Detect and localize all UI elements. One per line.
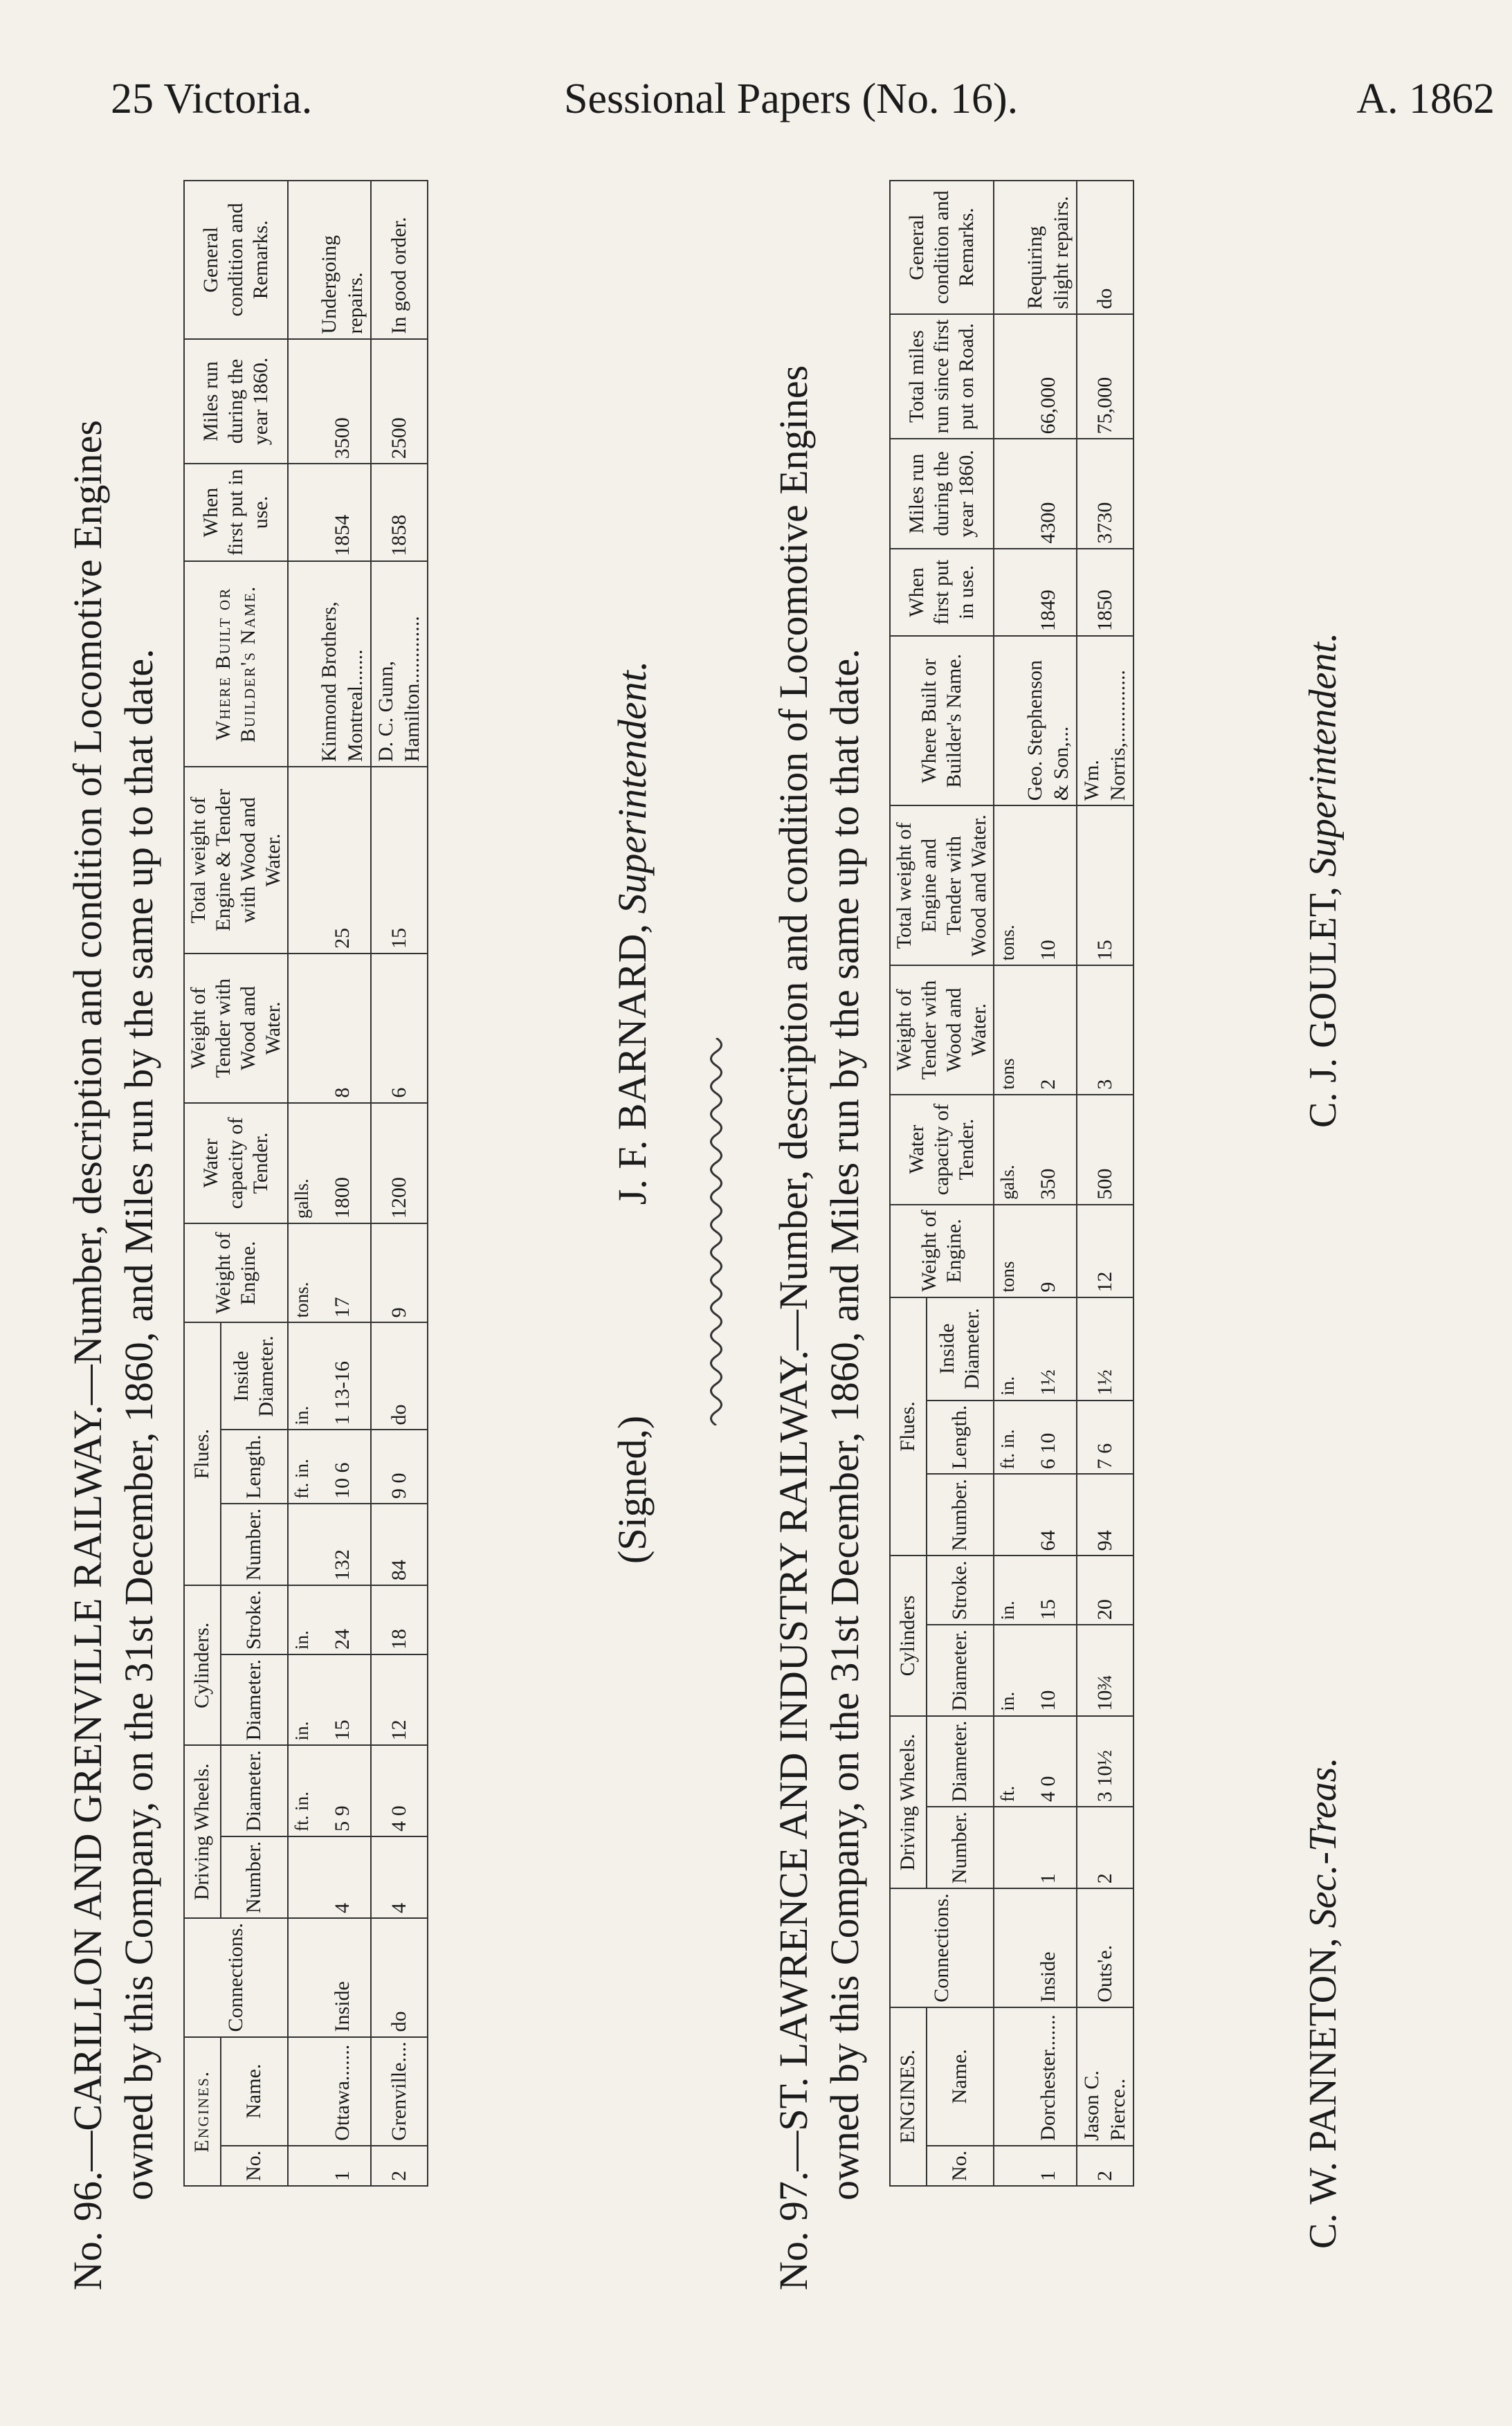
col-driving-wheels: Driving Wheels. — [184, 1745, 221, 1918]
cell-where-built: Wm. Norris,.............. — [1077, 636, 1133, 805]
col-total-weight: Total weight of Engine & Tender with Wood and Water. — [184, 767, 288, 954]
col-cyl-stroke: Stroke. — [221, 1585, 289, 1654]
col-total-weight: Total weight of Engine and Tender with Wood and Water. — [890, 805, 994, 965]
cell-condition: In good order. — [371, 181, 428, 339]
col-cyl-diameter: Diameter. — [221, 1654, 289, 1745]
col-fl-number: Number. — [927, 1474, 994, 1556]
cell-fl-length: 6 10 — [1021, 1401, 1077, 1474]
col-fl-number: Number. — [221, 1504, 289, 1585]
unit-dw-diameter: ft. in. — [288, 1745, 315, 1836]
cell-dw-diameter: 4 0 — [1021, 1716, 1077, 1807]
col-fl-length: Length. — [221, 1430, 289, 1504]
section-96-title: No. 96.—CARILLON AND GRENVILLE RAILWAY.—Number, description and condition of Locomotive Engines — [65, 420, 110, 2290]
header-sessional-papers: Sessional Papers (No. 16). — [564, 75, 1019, 122]
unit-fl-length: ft. in. — [994, 1401, 1021, 1474]
cell-water-capacity: 500 — [1077, 1095, 1133, 1205]
col-weight-engine: Weight of Engine. — [184, 1223, 288, 1322]
table-row — [1077, 181, 1133, 2186]
cell-condition: do — [1077, 181, 1133, 314]
section-96-signature — [609, 221, 655, 2090]
col-dw-number: Number. — [221, 1836, 289, 1918]
col-flues: Flues. — [890, 1297, 927, 1556]
cell-name: Ottawa....... — [315, 2037, 371, 2146]
col-water-capacity: Water capacity of Tender. — [890, 1095, 994, 1205]
cell-dw-diameter: 3 10½ — [1077, 1716, 1133, 1807]
cell-miles-1860: 3500 — [315, 339, 371, 464]
cell-fl-number: 132 — [315, 1504, 371, 1585]
table-row — [1021, 181, 1077, 2186]
signer-role: Superintendent. — [610, 660, 655, 914]
cell-cyl-diameter: 15 — [315, 1654, 371, 1745]
cell-dw-diameter: 4 0 — [371, 1745, 428, 1836]
col-weight-engine: Weight of Engine. — [890, 1205, 994, 1297]
unit-fl-inside: in. — [288, 1322, 315, 1430]
section-97-title: No. 97.—ST. LAWRENCE AND INDUSTRY RAILWAY.—Number, description and condition of Locomotive Engines — [771, 365, 816, 2290]
unit-weight-engine: tons. — [288, 1223, 315, 1322]
col-dw-number: Number. — [927, 1807, 994, 1888]
cell-weight-tender: 2 — [1021, 965, 1077, 1094]
col-first-use: When first put in use. — [184, 464, 288, 561]
cell-fl-length: 7 6 — [1077, 1401, 1133, 1474]
cell-name: Dorchester....... — [1021, 2007, 1077, 2146]
cell-first-use: 1858 — [371, 464, 428, 561]
unit-cyl-stroke: in. — [288, 1585, 315, 1654]
cell-cyl-diameter: 10 — [1021, 1625, 1077, 1715]
cell-no: 2 — [371, 2146, 428, 2186]
col-condition: General condition and Remarks. — [184, 181, 288, 339]
col-fl-inside: Inside Diameter. — [221, 1322, 289, 1430]
table-row — [315, 181, 371, 2186]
col-water-capacity: Water capacity of Tender. — [184, 1103, 288, 1223]
unit-fl-length: ft. in. — [288, 1430, 315, 1504]
cell-where-built: Kinmond Brothers, Montreal....... — [315, 561, 371, 767]
treasurer-name: C. W. PANNETON, — [1302, 1937, 1345, 2249]
cell-total-miles: 75,000 — [1077, 314, 1133, 439]
col-condition: General condition and Remarks. — [890, 181, 994, 314]
col-miles-1860: Miles run during the year 1860. — [184, 339, 288, 464]
col-cyl-diameter: Diameter. — [927, 1625, 994, 1715]
cell-weight-tender: 8 — [315, 954, 371, 1103]
cell-no: 1 — [315, 2146, 371, 2186]
section-96 — [62, 166, 655, 2297]
cell-cyl-diameter: 10¾ — [1077, 1625, 1133, 1715]
section-97-table — [889, 180, 1134, 2187]
superintendent-name: C. J. GOULET, — [1302, 886, 1345, 1128]
col-weight-tender: Weight of Tender with Wood and Water. — [184, 954, 288, 1103]
signer-name: J. F. BARNARD, — [610, 923, 655, 1205]
cell-total-weight: 25 — [315, 767, 371, 954]
cell-first-use: 1854 — [315, 464, 371, 561]
cell-connections: Inside — [1021, 1888, 1077, 2007]
col-cylinders: Cylinders — [890, 1556, 927, 1715]
col-dw-diameter: Diameter. — [221, 1745, 289, 1836]
cell-fl-inside: 1½ — [1077, 1297, 1133, 1401]
cell-dw-diameter: 5 9 — [315, 1745, 371, 1836]
cell-total-miles: 66,000 — [1021, 314, 1077, 439]
cell-where-built: D. C. Gunn, Hamilton............. — [371, 561, 428, 767]
col-no: No. — [221, 2146, 289, 2186]
units-row — [994, 181, 1021, 2186]
cell-no: 2 — [1077, 2146, 1133, 2186]
section-96-subtitle: owned by this Company, on the 31st December, 1860, and Miles run by the same up to that date. — [116, 648, 161, 2200]
cell-cyl-stroke: 20 — [1077, 1556, 1133, 1625]
superintendent-signature — [1301, 632, 1345, 1128]
cell-condition: Requiring slight repairs. — [1021, 181, 1077, 314]
unit-fl-inside: in. — [994, 1297, 1021, 1401]
header-session: 25 Victoria. — [111, 75, 313, 122]
cell-weight-tender: 3 — [1077, 965, 1133, 1094]
unit-weight-tender: tons — [994, 965, 1021, 1094]
cell-fl-inside: do — [371, 1322, 428, 1430]
cell-weight-engine: 9 — [1021, 1205, 1077, 1297]
col-engines: ENGINES. — [890, 2007, 927, 2186]
unit-water-capacity: gals. — [994, 1095, 1021, 1205]
col-driving-wheels: Driving Wheels. — [890, 1716, 927, 1889]
cell-first-use: 1850 — [1077, 549, 1133, 637]
header-year: A. 1862 — [1356, 75, 1495, 122]
treasurer-role: Sec.-Treas. — [1302, 1757, 1345, 1928]
cell-fl-inside: 1 13-16 — [315, 1322, 371, 1430]
cell-total-weight: 15 — [371, 767, 428, 954]
cell-fl-length: 10 6 — [315, 1430, 371, 1504]
section-96-table — [183, 180, 428, 2187]
unit-total-weight: tons. — [994, 805, 1021, 965]
section-97-subtitle: owned by this Company, on the 31st December, 1860, and Miles run by the same up to that date. — [822, 648, 867, 2200]
col-no: No. — [927, 2146, 994, 2186]
unit-weight-engine: tons — [994, 1205, 1021, 1297]
col-first-use: When first put in use. — [890, 549, 994, 637]
col-name: Name. — [927, 2007, 994, 2146]
col-miles-1860: Miles run during the year 1860. — [890, 439, 994, 548]
cell-total-weight: 10 — [1021, 805, 1077, 965]
col-fl-inside: Inside Diameter. — [927, 1297, 994, 1401]
table-row — [371, 181, 428, 2186]
unit-water-capacity: galls. — [288, 1103, 315, 1223]
cell-total-weight: 15 — [1077, 805, 1133, 965]
cell-dw-number: 4 — [315, 1836, 371, 1918]
cell-cyl-stroke: 18 — [371, 1585, 428, 1654]
cell-water-capacity: 1800 — [315, 1103, 371, 1223]
col-where-built: Where Built or Builder's Name. — [184, 561, 288, 767]
cell-cyl-stroke: 15 — [1021, 1556, 1077, 1625]
unit-cyl-diameter: in. — [994, 1625, 1021, 1715]
col-connections: Connections. — [890, 1888, 994, 2007]
cell-fl-number: 84 — [371, 1504, 428, 1585]
col-cyl-stroke: Stroke. — [927, 1556, 994, 1625]
superintendent-role: Superintendent. — [1302, 632, 1345, 877]
cell-name: Jason C. Pierce.. — [1077, 2007, 1133, 2146]
cell-miles-1860: 3730 — [1077, 439, 1133, 548]
cell-miles-1860: 2500 — [371, 339, 428, 464]
cell-fl-number: 94 — [1077, 1474, 1133, 1556]
col-dw-diameter: Diameter. — [927, 1716, 994, 1807]
cell-dw-number: 4 — [371, 1836, 428, 1918]
cell-condition: Undergoing repairs. — [315, 181, 371, 339]
col-connections: Connections. — [184, 1918, 288, 2037]
col-where-built: Where Built or Builder's Name. — [890, 636, 994, 805]
unit-dw-diameter: ft. — [994, 1716, 1021, 1807]
col-total-miles: Total miles run since first put on Road. — [890, 314, 994, 439]
section-divider — [706, 1038, 727, 1425]
section-97 — [768, 166, 1345, 2297]
col-name: Name. — [221, 2037, 289, 2146]
cell-weight-tender: 6 — [371, 954, 428, 1103]
units-row — [288, 181, 315, 2186]
signed-label: (Signed,) — [610, 1415, 655, 1564]
cell-water-capacity: 1200 — [371, 1103, 428, 1223]
cell-weight-engine: 17 — [315, 1223, 371, 1322]
col-weight-tender: Weight of Tender with Wood and Water. — [890, 965, 994, 1094]
cell-where-built: Geo. Stephenson & Son,... — [1021, 636, 1077, 805]
cell-cyl-stroke: 24 — [315, 1585, 371, 1654]
rotated-page-content — [0, 166, 1391, 2297]
cell-dw-number: 2 — [1077, 1807, 1133, 1888]
cell-first-use: 1849 — [1021, 549, 1077, 637]
col-flues: Flues. — [184, 1322, 221, 1585]
cell-name: Grenville.... — [371, 2037, 428, 2146]
cell-fl-inside: 1½ — [1021, 1297, 1077, 1401]
cell-water-capacity: 350 — [1021, 1095, 1077, 1205]
cell-weight-engine: 9 — [371, 1223, 428, 1322]
unit-cyl-diameter: in. — [288, 1654, 315, 1745]
cell-connections: do — [371, 1918, 428, 2037]
cell-connections: Inside — [315, 1918, 371, 2037]
col-engines: Engines. — [184, 2037, 221, 2186]
cell-cyl-diameter: 12 — [371, 1654, 428, 1745]
cell-miles-1860: 4300 — [1021, 439, 1077, 548]
cell-connections: Outs'e. — [1077, 1888, 1133, 2007]
cell-no: 1 — [1021, 2146, 1077, 2186]
col-cylinders: Cylinders. — [184, 1585, 221, 1745]
col-fl-length: Length. — [927, 1401, 994, 1474]
cell-weight-engine: 12 — [1077, 1205, 1133, 1297]
treasurer-signature — [1301, 1758, 1345, 2249]
unit-cyl-stroke: in. — [994, 1556, 1021, 1625]
cell-dw-number: 1 — [1021, 1807, 1077, 1888]
cell-fl-length: 9 0 — [371, 1430, 428, 1504]
cell-fl-number: 64 — [1021, 1474, 1077, 1556]
